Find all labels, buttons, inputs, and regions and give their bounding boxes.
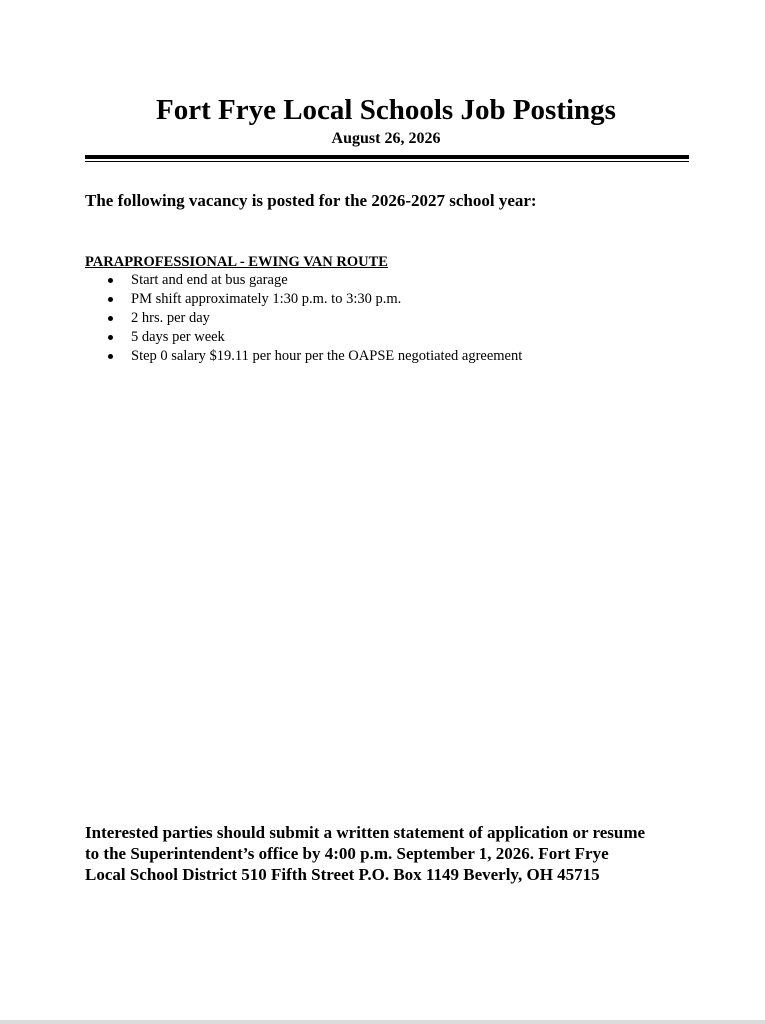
bullet-icon <box>108 354 113 359</box>
detail-text: 2 hrs. per day <box>131 310 210 326</box>
position-title: PARAPROFESSIONAL - EWING VAN ROUTE <box>85 254 388 270</box>
position-details-list <box>106 271 522 366</box>
application-instructions <box>85 822 705 885</box>
list-item <box>106 290 522 309</box>
vacancy-intro: The following vacancy is posted for the 2026-2027 school year: <box>85 191 537 210</box>
bullet-icon <box>108 335 113 340</box>
header-rule-thin <box>85 161 689 162</box>
header-rule-thick <box>85 155 689 159</box>
instructions-line: Interested parties should submit a written statement of application or resume <box>85 823 646 842</box>
detail-text: Start and end at bus garage <box>131 272 288 288</box>
instructions-line: Local School District 510 Fifth Street P.O. Box 1149 Beverly, OH 45715 <box>85 865 600 884</box>
list-item <box>106 328 522 347</box>
detail-text: 5 days per week <box>131 329 225 345</box>
list-item <box>106 271 522 290</box>
instructions-line: to the Superintendent’s office by 4:00 p.m. September 1, 2026. Fort Frye <box>85 844 609 863</box>
detail-text: Step 0 salary $19.11 per hour per the OAPSE negotiated agreement <box>131 348 523 364</box>
bullet-icon <box>108 297 113 302</box>
detail-text: PM shift approximately 1:30 p.m. to 3:30 p.m. <box>131 291 402 307</box>
bullet-icon <box>108 278 113 283</box>
list-item <box>106 347 522 366</box>
posting-date: August 26, 2026 <box>331 130 441 147</box>
page-title: Fort Frye Local Schools Job Postings <box>156 94 616 126</box>
page-bottom-edge <box>0 1020 765 1024</box>
list-item <box>106 309 522 328</box>
bullet-icon <box>108 316 113 321</box>
